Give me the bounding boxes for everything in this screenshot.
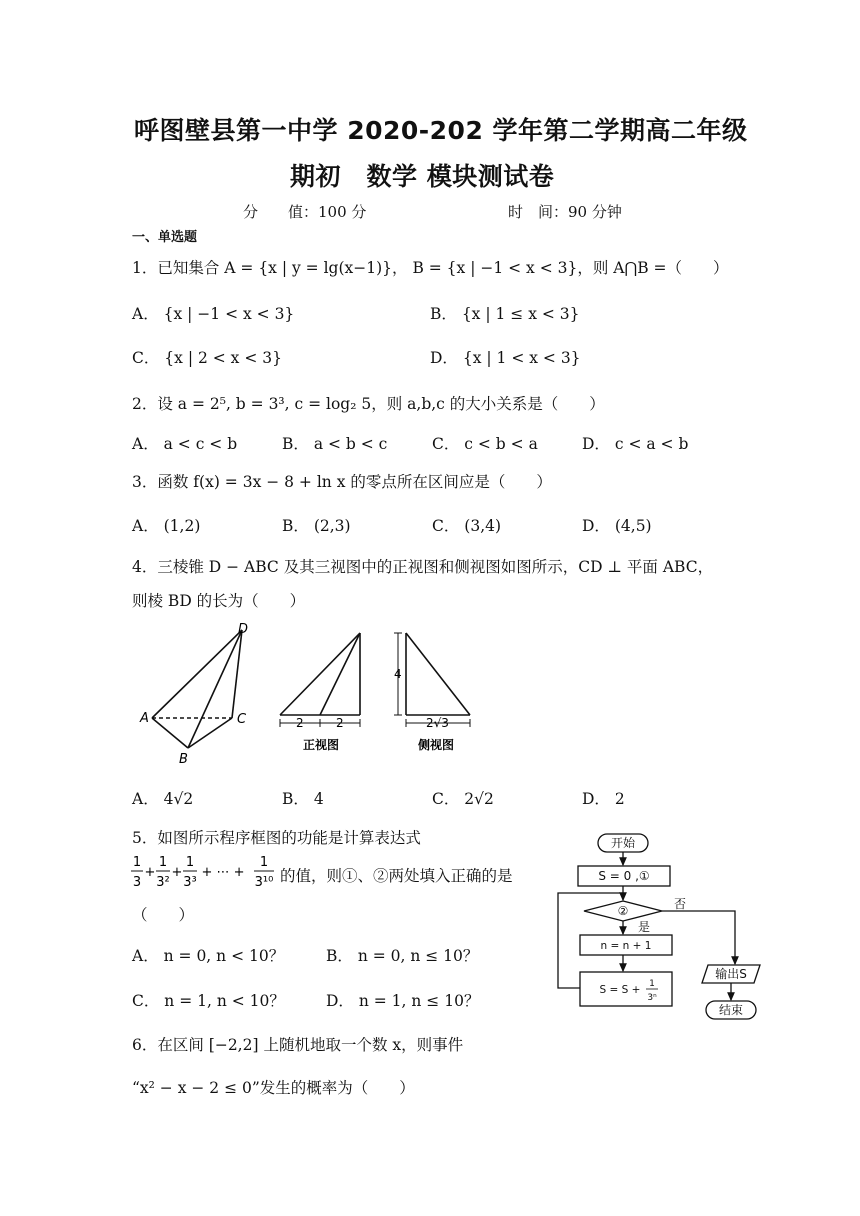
q2-option-b: B． a < b < c (282, 435, 388, 453)
plus-dots: + ⋯ + (201, 865, 245, 880)
q1-option-d: D． {x | 1 < x < 3} (430, 349, 581, 367)
accumulate-den: 3ⁿ (647, 993, 657, 1003)
q3-option-d: D． (4,5) (582, 517, 652, 535)
output-label: 输出S (715, 967, 747, 981)
title-line-2: 期初 数学 模块测试卷 (290, 162, 555, 191)
q2-option-a: A． a < c < b (132, 435, 238, 453)
label-d: D (238, 622, 249, 637)
edge-ad (152, 630, 242, 718)
q2-option-d: D． c < a < b (582, 435, 689, 453)
term1-den: 3 (132, 875, 142, 890)
label-c: C (237, 712, 247, 727)
q3-option-c: C． (3,4) (432, 517, 502, 535)
q4-option-c: C． 2√2 (432, 790, 494, 808)
q1-option-b: B． {x | 1 ≤ x < 3} (430, 305, 580, 323)
question-5-stem-line-2: 的值，则①、②两处填入正确的是 (280, 867, 513, 885)
q1-option-a: A． {x | −1 < x < 3} (132, 305, 295, 323)
increment-label: n = n + 1 (600, 940, 652, 952)
plus-1: + (144, 865, 156, 880)
question-5-stem-line-1: 5．如图所示程序框图的功能是计算表达式 (132, 829, 421, 847)
score-info: 分 值：100 分 (243, 203, 367, 221)
front-dim-right: 2 (336, 716, 344, 730)
no-label: 否 (673, 897, 687, 911)
q4-option-d: D． 2 (582, 790, 625, 808)
question-4-stem-line-2: 则棱 BD 的长为（ ） (132, 592, 306, 610)
q5-option-d: D． n = 1, n ≤ 10？ (326, 992, 480, 1010)
term1-num: 1 (132, 855, 142, 870)
start-label: 开始 (610, 836, 636, 850)
edge-cd (232, 630, 242, 718)
pyramid-figure (130, 615, 480, 765)
pyramid-drawing (152, 630, 242, 748)
question-1-stem: 1．已知集合 A = {x | y = lg(x−1)}， B = {x | −1 < x < 3}，则 A⋂B =（ ） (132, 259, 729, 277)
term4-num: 1 (259, 855, 269, 870)
q5-option-b: B． n = 0, n ≤ 10？ (326, 947, 479, 965)
side-view (394, 633, 470, 727)
term3-den: 3³ (183, 875, 197, 890)
q3-option-b: B． (2,3) (282, 517, 351, 535)
term2-den: 3² (156, 875, 170, 890)
flowchart (550, 828, 780, 1024)
front-view (280, 633, 360, 727)
term4-den: 3¹⁰ (254, 875, 274, 890)
label-b: B (179, 752, 188, 765)
question-3-stem: 3．函数 f(x) = 3x − 8 + ln x 的零点所在区间应是（ ） (132, 473, 552, 491)
accumulate-num: 1 (649, 979, 655, 989)
yes-label: 是 (637, 920, 651, 934)
q4-option-b: B． 4 (282, 790, 324, 808)
no-branch-line (662, 911, 735, 964)
question-2-stem: 2．设 a = 2⁵, b = 3³, c = log₂ 5，则 a,b,c 的大小关系是（ ） (132, 395, 605, 413)
side-view-caption: 侧视图 (418, 738, 455, 752)
question-4-stem-line-1: 4．三棱锥 D − ABC 及其三视图中的正视图和侧视图如图所示，CD ⊥ 平面 ABC， (132, 558, 714, 576)
side-height-label: 4 (394, 667, 402, 681)
q1-option-c: C． {x | 2 < x < 3} (132, 349, 282, 367)
condition-label: ② (617, 904, 629, 918)
term2-num: 1 (158, 855, 168, 870)
label-a: A (140, 711, 149, 726)
side-width-label: 2√3 (426, 716, 449, 730)
question-5-stem-line-3: （ ） (132, 906, 195, 924)
front-dim-left: 2 (296, 716, 304, 730)
front-view-caption: 正视图 (303, 738, 340, 752)
accumulate-label: S = S + (599, 984, 641, 996)
init-label: S = 0 ,① (598, 869, 650, 883)
question-6-stem-line-1: 6．在区间 [−2,2] 上随机地取一个数 x，则事件 (132, 1036, 464, 1054)
term3-num: 1 (185, 855, 195, 870)
q5-option-a: A． n = 0, n < 10？ (132, 947, 285, 965)
end-label: 结束 (718, 1003, 744, 1017)
edge-ab (152, 718, 188, 748)
title-line-1: 呼图壁县第一中学 2020-202 学年第二学期高二年级 (134, 116, 748, 145)
q5-series-expression (128, 852, 280, 892)
section-heading: 一、单选题 (132, 230, 198, 245)
q3-option-a: A． (1,2) (132, 517, 201, 535)
q4-option-a: A． 4√2 (132, 790, 194, 808)
q2-option-c: C． c < b < a (432, 435, 538, 453)
q5-option-c: C． n = 1, n < 10？ (132, 992, 285, 1010)
question-6-stem-line-2: “x² − x − 2 ≤ 0”发生的概率为（ ） (132, 1079, 415, 1097)
plus-2: + (171, 865, 183, 880)
time-info: 时 间：90 分钟 (508, 203, 622, 221)
